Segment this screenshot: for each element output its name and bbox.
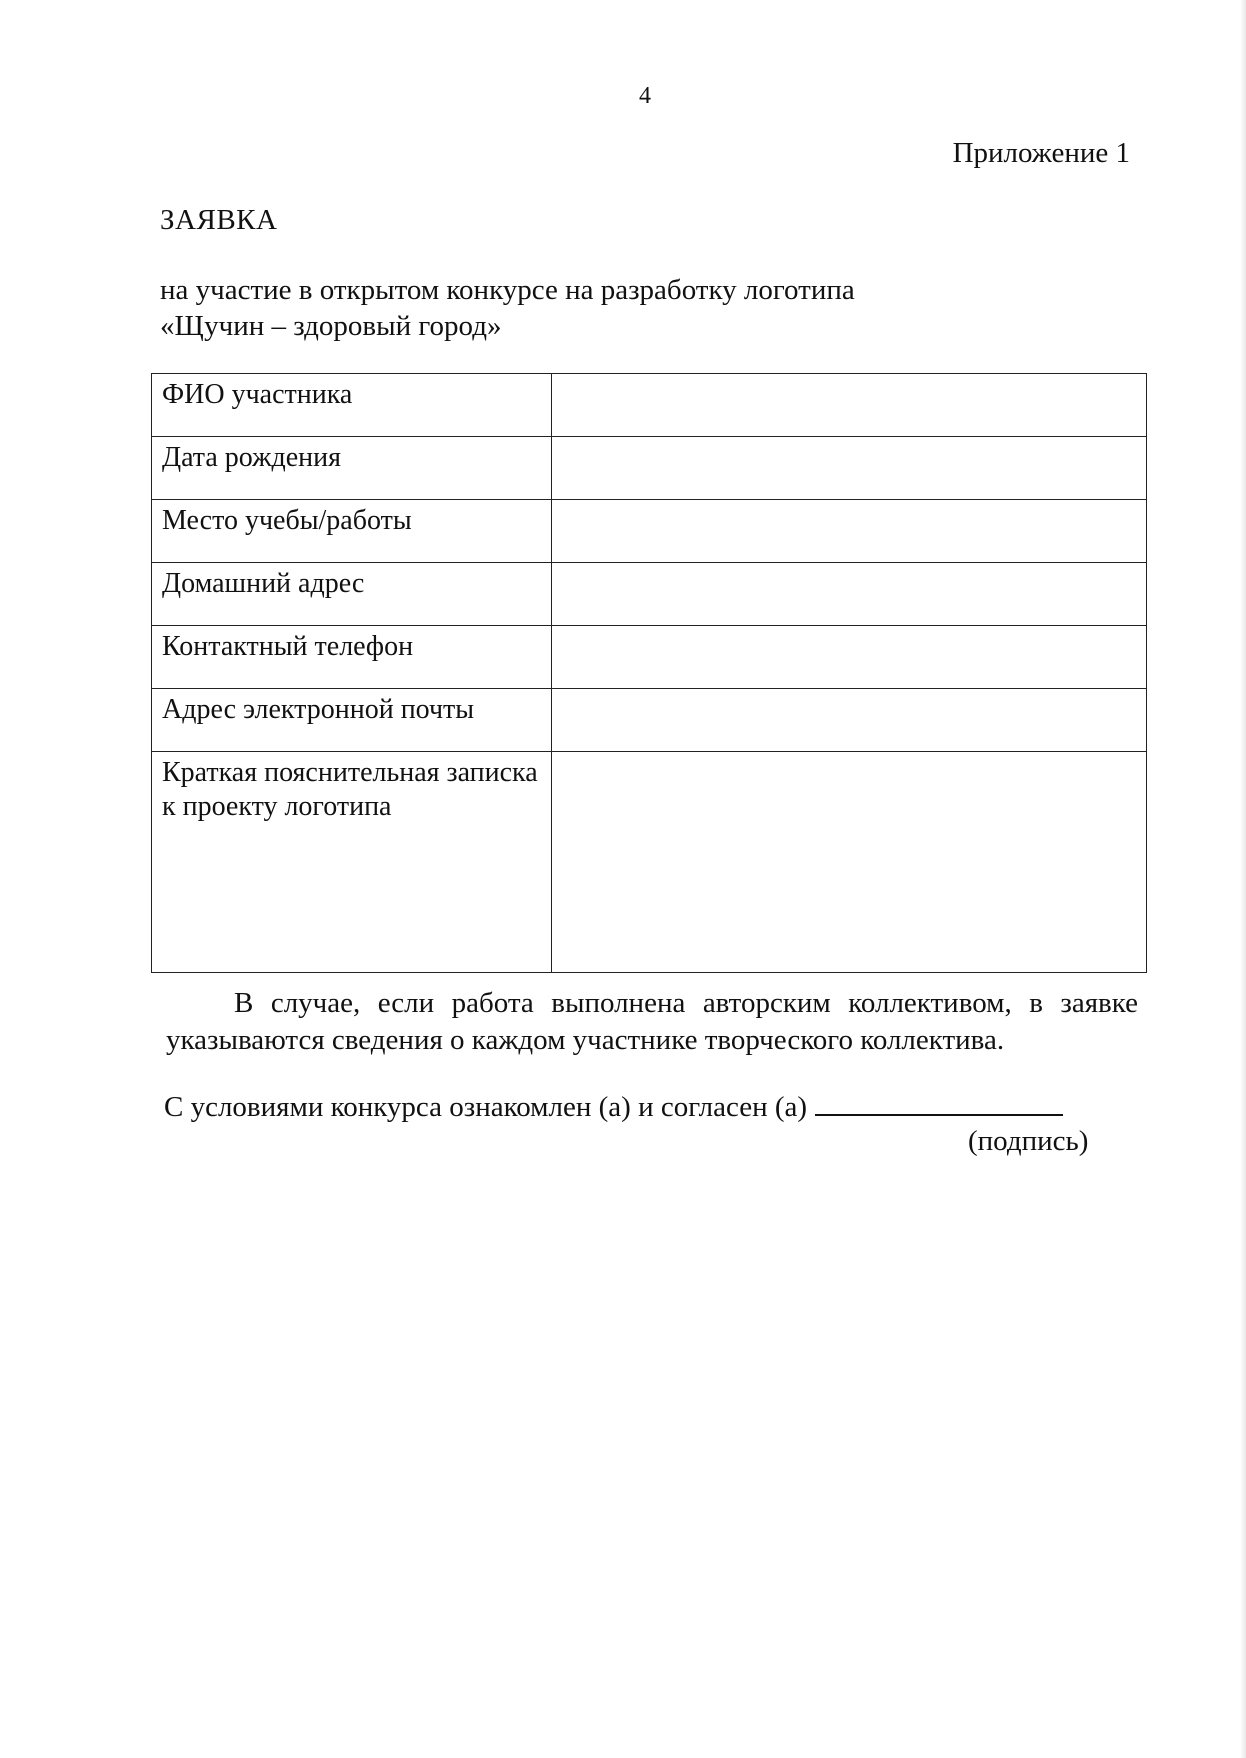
field-label-home-address: Домашний адрес bbox=[152, 563, 552, 626]
subtitle-line-2: «Щучин – здоровый город» bbox=[160, 310, 502, 342]
collective-work-note: В случае, если работа выполнена авторским коллективом, в заявке указываются сведения о каждом участнике творческого коллектива. bbox=[166, 987, 1138, 1056]
field-label-project-note: Краткая пояснительная записка к проекту логотипа bbox=[152, 752, 552, 973]
table-row bbox=[152, 563, 1147, 626]
application-form-table bbox=[151, 373, 1147, 973]
field-value-study-work-place[interactable] bbox=[552, 500, 1147, 563]
field-value-birth-date[interactable] bbox=[552, 437, 1147, 500]
field-value-project-note[interactable] bbox=[552, 752, 1147, 973]
document-subtitle bbox=[160, 272, 855, 344]
page-number: 4 bbox=[639, 83, 651, 109]
field-value-home-address[interactable] bbox=[552, 563, 1147, 626]
field-value-full-name[interactable] bbox=[552, 374, 1147, 437]
table-row bbox=[152, 437, 1147, 500]
signature-caption: (подпись) bbox=[968, 1125, 1089, 1157]
appendix-label: Приложение 1 bbox=[952, 137, 1130, 169]
field-label-birth-date: Дата рождения bbox=[152, 437, 552, 500]
field-label-full-name: ФИО участника bbox=[152, 374, 552, 437]
page-edge-shadow bbox=[1240, 0, 1246, 1758]
signature-line[interactable] bbox=[815, 1088, 1063, 1116]
table-row bbox=[152, 500, 1147, 563]
table-row bbox=[152, 626, 1147, 689]
field-label-phone: Контактный телефон bbox=[152, 626, 552, 689]
field-label-study-work-place: Место учебы/работы bbox=[152, 500, 552, 563]
table-row bbox=[152, 752, 1147, 973]
table-row bbox=[152, 374, 1147, 437]
consent-line bbox=[164, 1088, 1063, 1124]
subtitle-line-1: на участие в открытом конкурсе на разработку логотипа bbox=[160, 274, 855, 306]
document-title: ЗАЯВКА bbox=[160, 204, 278, 236]
field-value-email[interactable] bbox=[552, 689, 1147, 752]
field-value-phone[interactable] bbox=[552, 626, 1147, 689]
field-label-email: Адрес электронной почты bbox=[152, 689, 552, 752]
consent-text: С условиями конкурса ознакомлен (а) и согласен (а) bbox=[164, 1091, 808, 1123]
table-row bbox=[152, 689, 1147, 752]
